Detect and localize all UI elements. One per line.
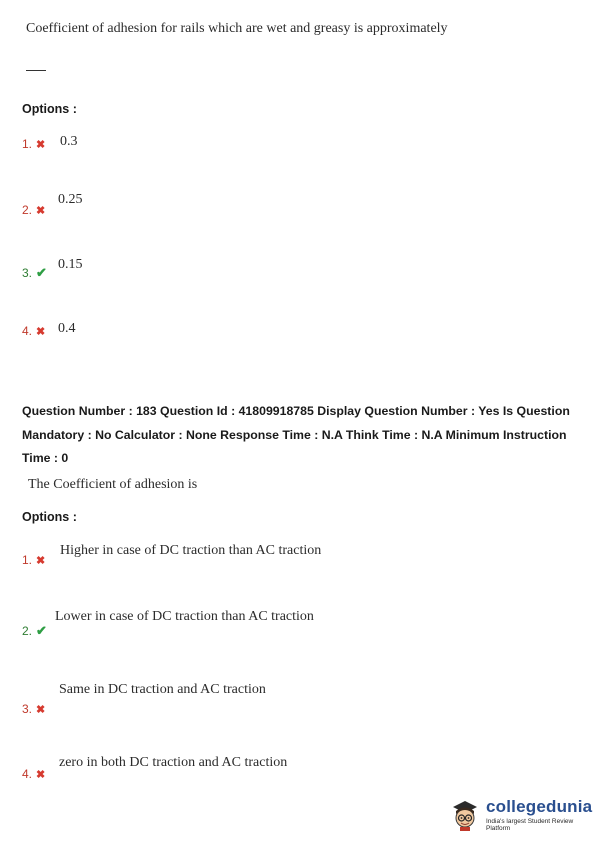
wrong-cross-icon: ✖ bbox=[36, 768, 46, 781]
wrong-cross-icon: ✖ bbox=[36, 554, 46, 567]
option-4-number: 4. ✖ bbox=[22, 767, 46, 781]
correct-check-icon: ✔ bbox=[36, 265, 47, 280]
logo-tagline: India's largest Student Review Platform bbox=[486, 818, 574, 832]
option-2-text: 0.25 bbox=[58, 192, 83, 207]
option-1-number: 1. ✖ bbox=[22, 553, 46, 567]
option-1-number: 1. ✖ bbox=[22, 137, 46, 151]
question-text: The Coefficient of adhesion is bbox=[28, 477, 198, 492]
question-text: Coefficient of adhesion for rails which are wet and greasy is approximately bbox=[26, 21, 448, 36]
option-2-text: Lower in case of DC traction than AC traction bbox=[55, 609, 314, 624]
option-1-text: Higher in case of DC traction than AC traction bbox=[60, 543, 322, 558]
wrong-cross-icon: ✖ bbox=[36, 138, 46, 151]
option-1-text: 0.3 bbox=[60, 134, 78, 149]
correct-check-icon: ✔ bbox=[36, 623, 47, 638]
option-4-text: zero in both DC traction and AC traction bbox=[59, 755, 288, 770]
option-3-number: 3. ✔ bbox=[22, 265, 47, 280]
option-4-number: 4. ✖ bbox=[22, 324, 46, 338]
wrong-cross-icon: ✖ bbox=[36, 703, 46, 716]
options-heading: Options : bbox=[22, 510, 77, 524]
wrong-cross-icon: ✖ bbox=[36, 204, 46, 217]
option-3-number: 3. ✖ bbox=[22, 702, 46, 716]
logo-wordmark: collegedunia bbox=[486, 797, 593, 816]
option-2-number: 2. ✖ bbox=[22, 203, 46, 217]
option-3-text: Same in DC traction and AC traction bbox=[59, 682, 266, 697]
option-2-number: 2. ✔ bbox=[22, 623, 47, 638]
collegedunia-logo bbox=[448, 797, 595, 832]
option-3-text: 0.15 bbox=[58, 257, 83, 272]
mascot-logo-icon bbox=[448, 798, 482, 832]
options-heading: Options : bbox=[22, 102, 77, 116]
option-4-text: 0.4 bbox=[58, 321, 76, 336]
answer-blank-line bbox=[26, 70, 46, 71]
question-metadata: Question Number : 183 Question Id : 41809918785 Display Question Number : Yes Is Question Mandatory : No Calculator : None Response Time : N.A Think Time : N.A Minimum Instruction Time : 0 bbox=[22, 404, 570, 465]
wrong-cross-icon: ✖ bbox=[36, 325, 46, 338]
